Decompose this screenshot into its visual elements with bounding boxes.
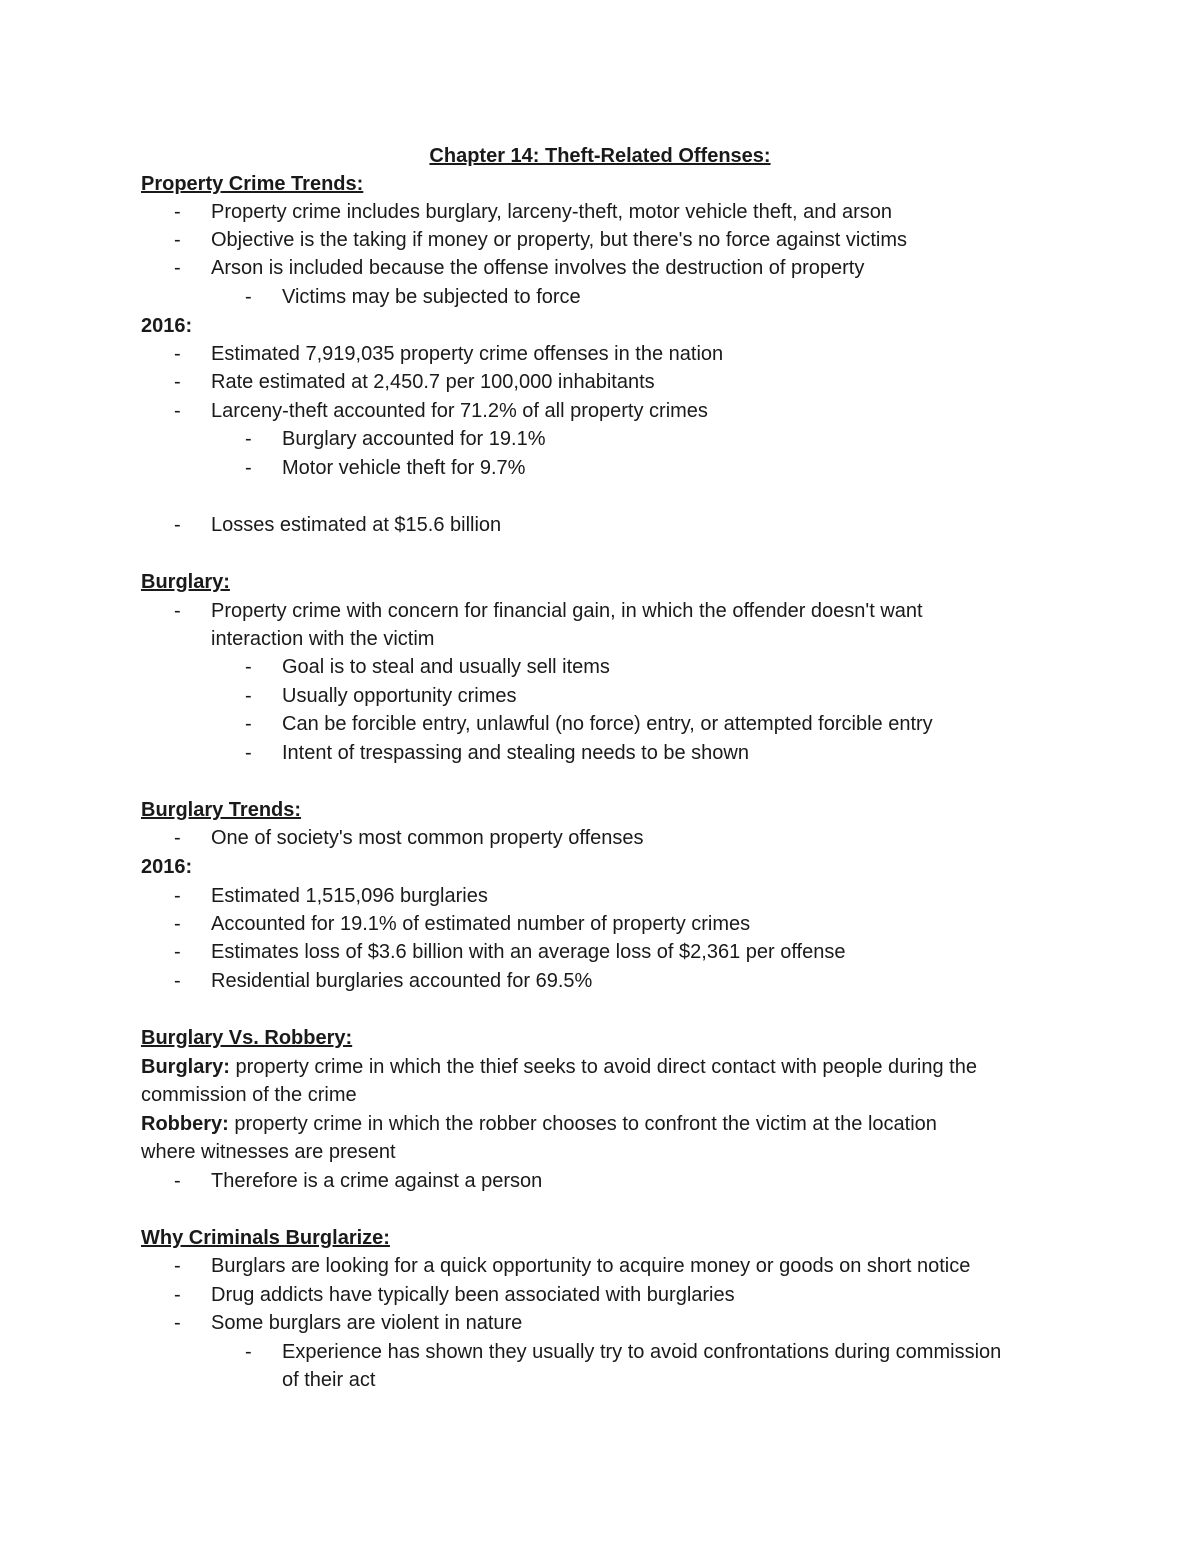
page-title: Chapter 14: Theft-Related Offenses: [429,145,771,167]
definition-text: property crime in which the robber chooses to confront the victim at the location [228,1113,937,1135]
bullet-dash: - [245,286,252,308]
definition-continuation: commission of the crime [141,1084,357,1106]
sub-list-item-continuation: of their act [282,1369,376,1391]
list-item: One of society's most common property offenses [211,827,644,849]
bullet-dash: - [174,371,181,393]
definition-continuation: where witnesses are present [141,1141,396,1163]
sub-list-item: Can be forcible entry, unlawful (no force) entry, or attempted forcible entry [282,713,933,735]
bullet-dash: - [245,428,252,450]
bullet-dash: - [174,827,181,849]
sub-list-item: Goal is to steal and usually sell items [282,656,610,678]
year-label: 2016: [141,856,193,878]
bullet-dash: - [174,970,181,992]
bullet-dash: - [174,201,181,223]
bullet-dash: - [174,257,181,279]
bullet-dash: - [174,229,181,251]
section-heading-property-crime-trends: Property Crime Trends: [141,173,364,195]
list-item: Arson is included because the offense involves the destruction of property [211,257,865,279]
bullet-dash: - [174,913,181,935]
bullet-dash: - [245,742,252,764]
list-item: Estimated 7,919,035 property crime offenses in the nation [211,343,724,365]
list-item: Estimates loss of $3.6 billion with an average loss of $2,361 per offense [211,941,846,963]
bullet-dash: - [174,941,181,963]
sub-list-item: Usually opportunity crimes [282,685,517,707]
list-item: Therefore is a crime against a person [211,1170,543,1192]
bullet-dash: - [245,713,252,735]
bullet-dash: - [174,885,181,907]
section-heading-why-criminals-burglarize: Why Criminals Burglarize: [141,1227,390,1249]
term-burglary: Burglary: [141,1056,230,1078]
bullet-dash: - [174,343,181,365]
definition-text: property crime in which the thief seeks to avoid direct contact with people during the [229,1056,977,1078]
year-label: 2016: [141,315,193,337]
bullet-dash: - [245,457,252,479]
list-item: Residential burglaries accounted for 69.5% [211,970,593,992]
sub-list-item: Intent of trespassing and stealing needs to be shown [282,742,749,764]
sub-list-item: Burglary accounted for 19.1% [282,428,546,450]
list-item: Some burglars are violent in nature [211,1312,523,1334]
bullet-dash: - [245,656,252,678]
definition-robbery [141,1110,937,1138]
section-heading-burglary: Burglary: [141,571,230,593]
list-item-continuation: interaction with the victim [211,628,435,650]
bullet-dash: - [174,514,181,536]
bullet-dash: - [245,1341,252,1363]
bullet-dash: - [174,600,181,622]
section-heading-burglary-trends: Burglary Trends: [141,799,302,821]
list-item: Drug addicts have typically been associated with burglaries [211,1284,735,1306]
bullet-dash: - [174,1312,181,1334]
bullet-dash: - [174,1255,181,1277]
list-item: Accounted for 19.1% of estimated number of property crimes [211,913,751,935]
list-item: Losses estimated at $15.6 billion [211,514,502,536]
bullet-dash: - [174,1170,181,1192]
list-item: Objective is the taking if money or property, but there's no force against victims [211,229,907,251]
sub-list-item: Experience has shown they usually try to avoid confrontations during commission [282,1341,1002,1363]
definition-burglary [141,1053,977,1081]
section-heading-burglary-vs-robbery: Burglary Vs. Robbery: [141,1027,353,1049]
list-item: Property crime includes burglary, larceny-theft, motor vehicle theft, and arson [211,201,893,223]
list-item: Rate estimated at 2,450.7 per 100,000 inhabitants [211,371,655,393]
bullet-dash: - [245,685,252,707]
bullet-dash: - [174,1284,181,1306]
bullet-dash: - [174,400,181,422]
list-item: Property crime with concern for financial gain, in which the offender doesn't want [211,600,923,622]
list-item: Burglars are looking for a quick opportunity to acquire money or goods on short notice [211,1255,971,1277]
sub-list-item: Victims may be subjected to force [282,286,581,308]
sub-list-item: Motor vehicle theft for 9.7% [282,457,526,479]
list-item: Estimated 1,515,096 burglaries [211,885,488,907]
list-item: Larceny-theft accounted for 71.2% of all property crimes [211,400,708,422]
term-robbery: Robbery: [141,1113,229,1135]
